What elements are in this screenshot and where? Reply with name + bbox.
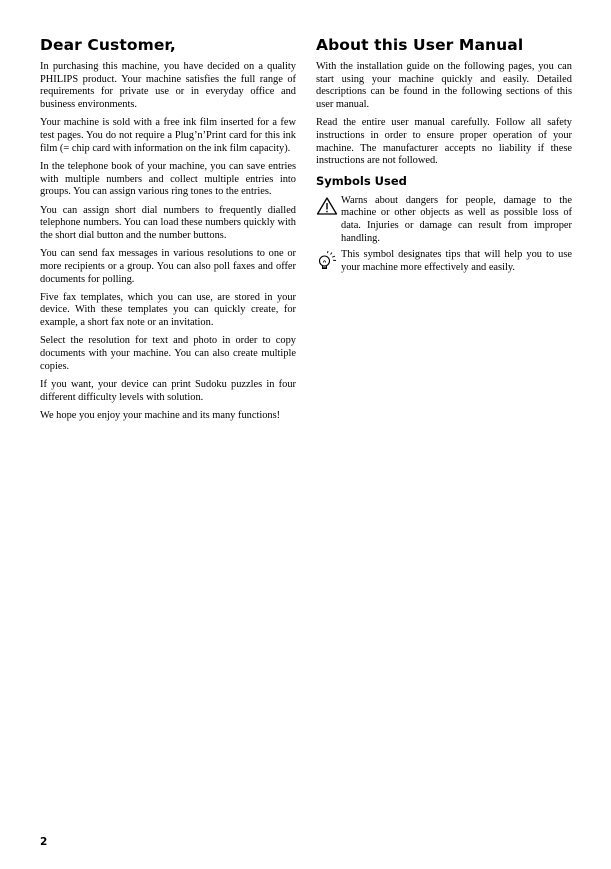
installation-guide-paragraph: With the installation guide on the following pages, you can start using your machine quickly and easily. Detailed descriptions can be found in the following sections of this user manual. — [316, 61, 572, 111]
ink-film-paragraph: Your machine is sold with a free ink film inserted for a few test pages. You do not require a Plug’n’Print card for this ink film (= chip card with information on the ink film capacity). — [40, 117, 296, 154]
about-manual-column — [316, 36, 572, 279]
closing-paragraph: We hope you enjoy your machine and its many functions! — [40, 409, 281, 421]
sudoku-paragraph: If you want, your device can print Sudoku puzzles in four different difficulty levels with solution. — [40, 378, 296, 403]
about-manual-heading: About this User Manual — [316, 36, 524, 54]
warning-symbol-item — [316, 195, 572, 246]
tip-symbol-item — [316, 249, 572, 274]
dear-customer-heading: Dear Customer, — [40, 36, 176, 54]
dear-customer-column — [40, 36, 296, 428]
fax-templates-paragraph: Five fax templates, which you can use, are stored in your device. With these templates you can quickly create, for example, a short fax note or an invitation. — [40, 291, 296, 329]
warning-symbol-text: Warns about dangers for people, damage to the machine or other objects as well as possible loss of data. Injuries or damage can result from improper handling. — [341, 194, 572, 244]
warning-triangle-icon — [316, 196, 338, 216]
copy-paragraph: Select the resolution for text and photo in order to copy documents with your machine. You can also create multiple copies. — [40, 335, 296, 372]
symbols-used-heading: Symbols Used — [316, 173, 407, 188]
short-dial-paragraph: You can assign short dial numbers to frequently dialled telephone numbers. You can load these numbers quickly with the short dial button and the number buttons. — [40, 204, 296, 241]
intro-paragraph: In purchasing this machine, you have decided on a quality PHILIPS product. Your machine satisfies the full range of requirements for private use or in everyday office and business environments. — [40, 61, 296, 111]
fax-paragraph: You can send fax messages in various resolutions to one or more recipients or a group. You can also poll faxes and offer documents for polling. — [40, 248, 296, 285]
telephone-book-paragraph: In the telephone book of your machine, you can save entries with multiple numbers and collect multiple entries into groups. You can assign various ring tones to the entries. — [40, 160, 296, 198]
lightbulb-tip-icon — [316, 250, 338, 270]
read-manual-paragraph: Read the entire user manual carefully. Follow all safety instructions in order to ensure proper operation of your machine. The manufacturer accepts no liability if these instructions are not followed. — [316, 117, 572, 167]
tip-symbol-text: This symbol designates tips that will help you to use your machine more effectively and easily. — [341, 249, 572, 274]
page-number: 2 — [40, 836, 48, 848]
